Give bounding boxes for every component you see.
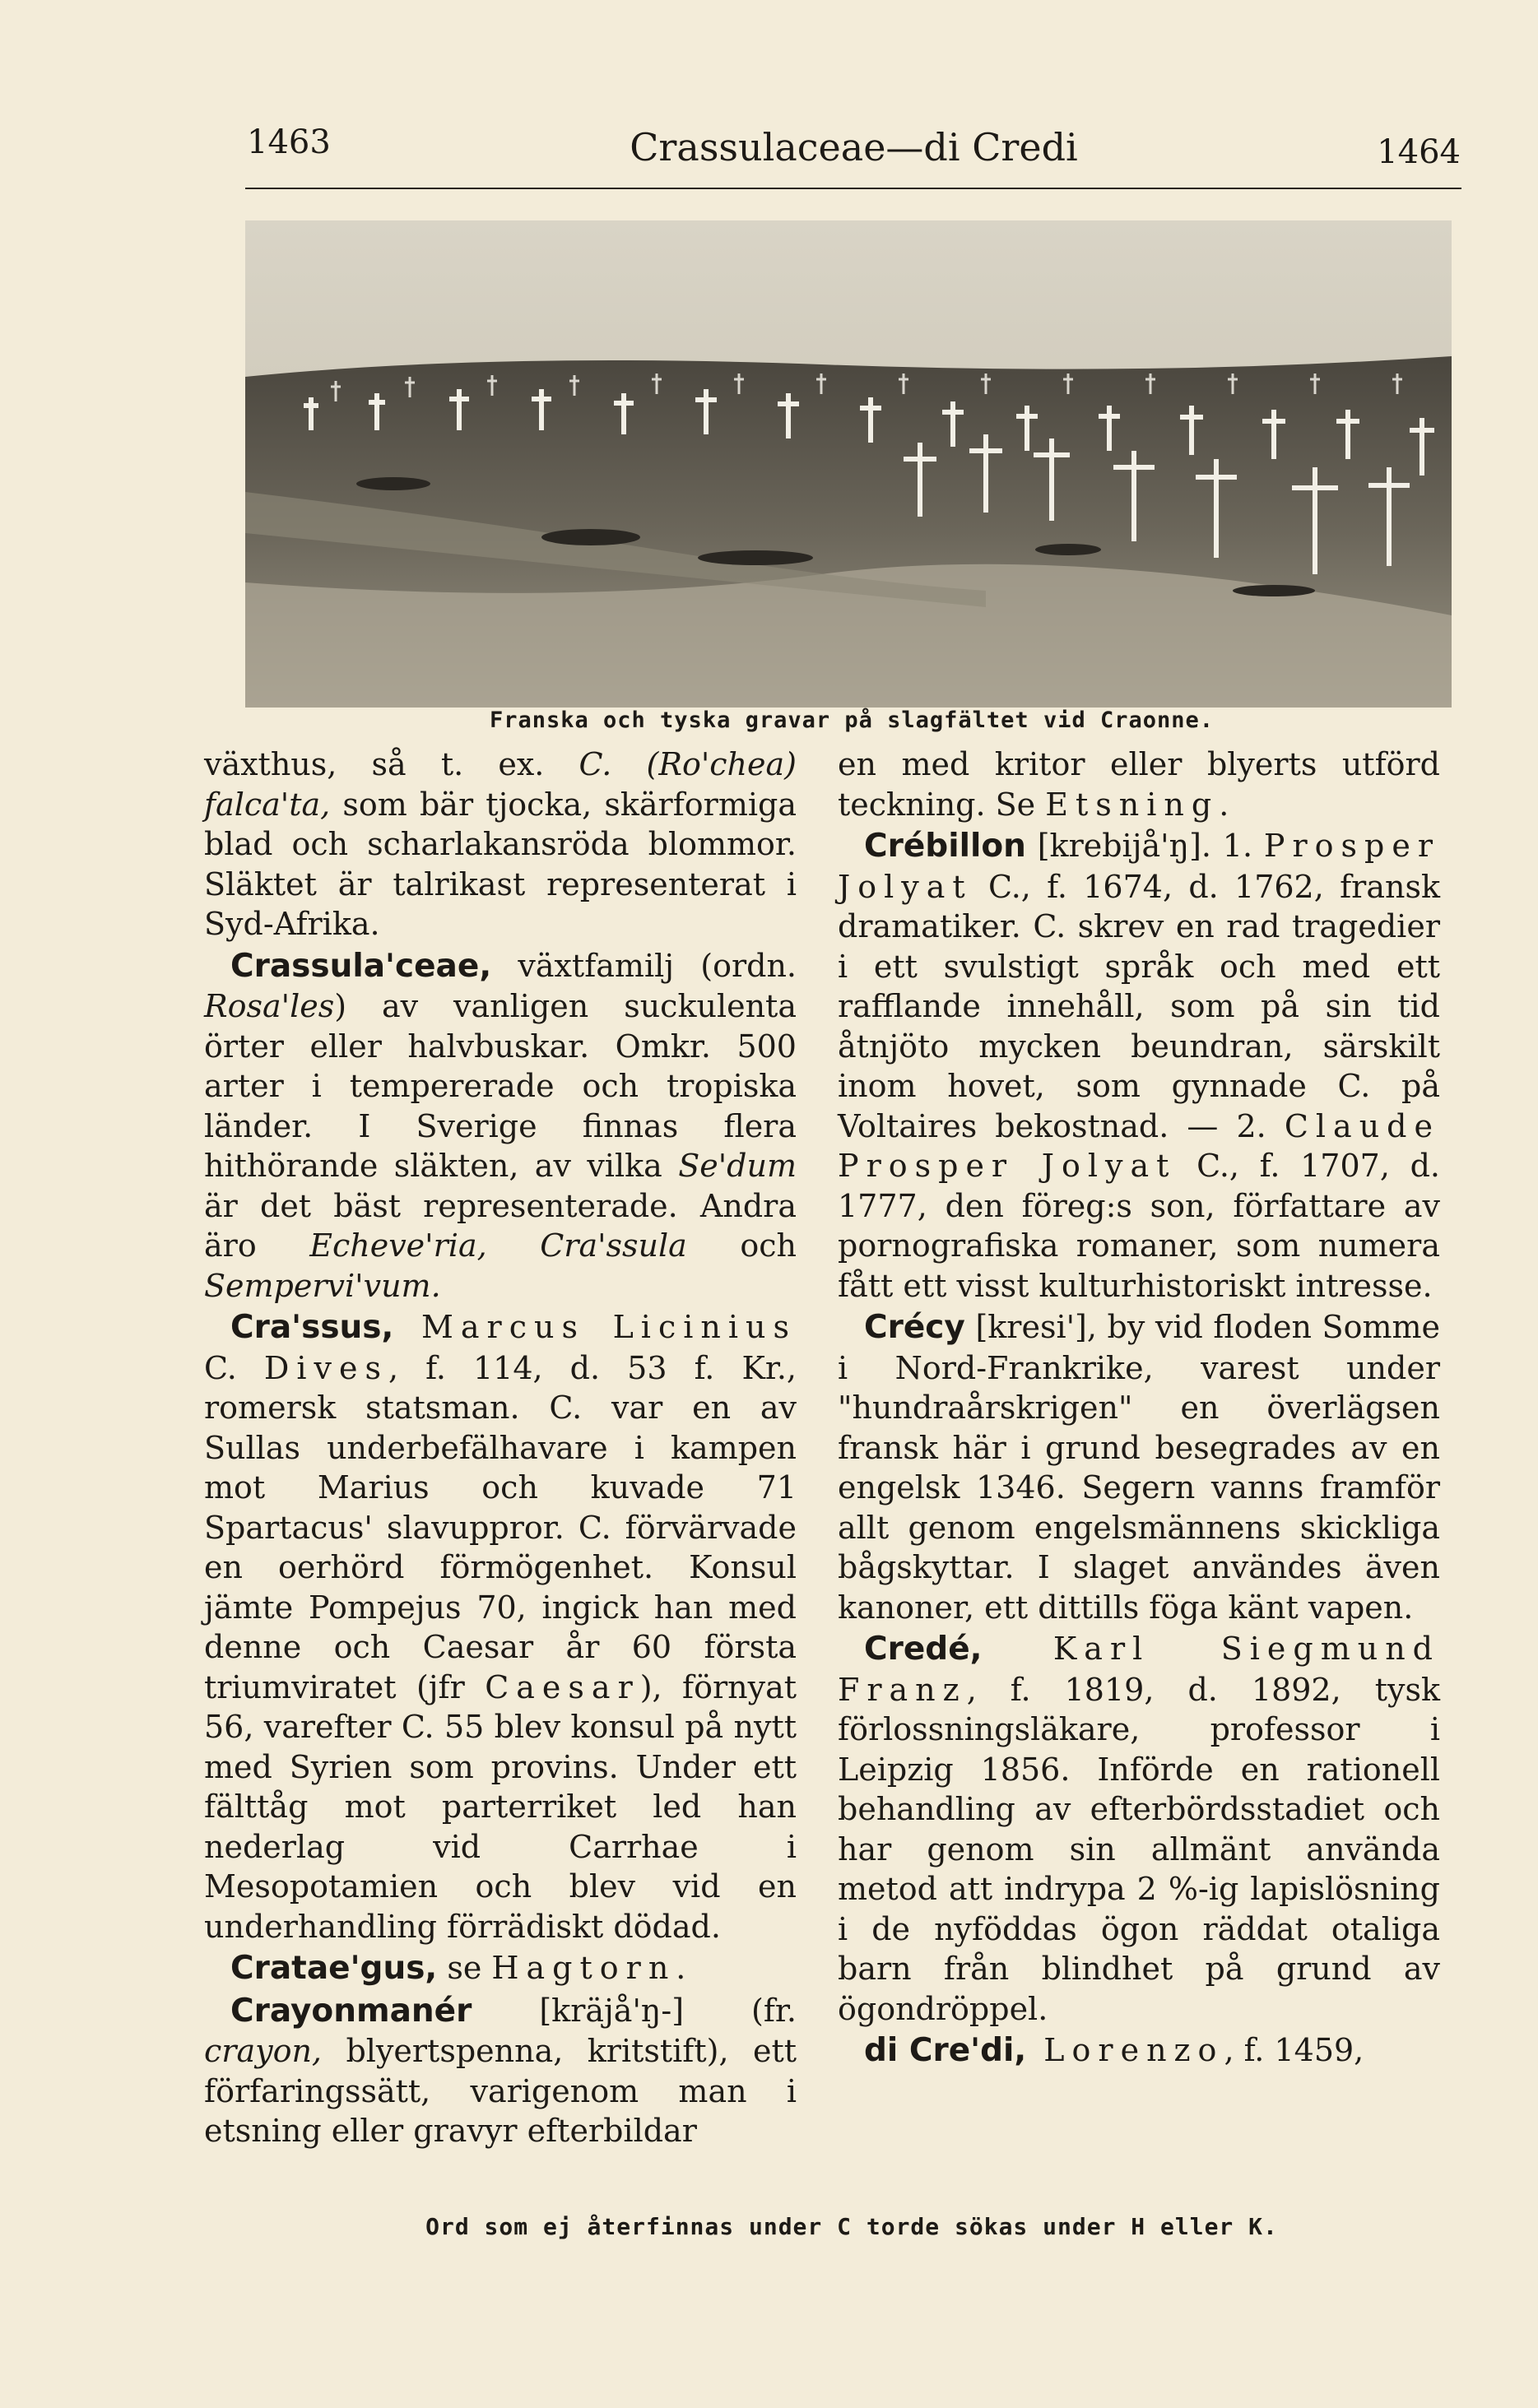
- page-number-right: 1464: [1377, 133, 1461, 171]
- running-title: Crassulaceae—di Credi: [630, 125, 1078, 169]
- text-run: Karl Siegmund Franz: [838, 1631, 1440, 1708]
- photo-caption: Franska och tyska gravar på slagfältet vid Craonne.: [489, 708, 1215, 733]
- text-run: [kresi'], by vid floden Somme i Nord-Frankrike, varest under "hundraårskrigen" en överlägsen fransk här i grund besegrades av en engelsk 1346. Segern vanns framför allt genom engelsmännens skickliga bågskyttar. I slaget användes även kanoner, ett dittills föga känt vapen.: [838, 1309, 1440, 1626]
- text-run: C. (Ro'chea) falca'ta,: [204, 746, 797, 823]
- text-run: [kräjå'ŋ-] (fr.: [472, 1992, 797, 2029]
- entry-crassulaceae: [204, 946, 797, 1306]
- cemetery-photo: [245, 220, 1452, 708]
- cross-reference: Etsning: [1045, 786, 1220, 823]
- text-run: Lorenzo: [1026, 2032, 1224, 2068]
- page-header: [247, 123, 1461, 189]
- text-run: , f. 1819, d. 1892, tysk förlossningsläkare, professor i Leipzig 1856. Införde en rationell behandling av efterbördsstadiet och har genom sin allmänt använda metod att indrypa 2 %-ig lapislösning i de nyföddas ögon räddat otaliga barn från blindhet på grund av ögondröppel.: [838, 1671, 1440, 2027]
- text-run: är det bäst representerade. Andra äro: [204, 1187, 797, 1264]
- text-run: C.: [204, 1349, 264, 1386]
- text-run: .: [1219, 786, 1229, 823]
- headword: Crécy: [864, 1309, 965, 1346]
- headword: Crébillon: [864, 828, 1026, 865]
- headword: Crassula'ceae,: [230, 947, 492, 985]
- text-run: se: [437, 1950, 492, 1986]
- page-footer-note: Ord som ej återfinnas under C torde sökas under H eller K.: [425, 2213, 1278, 2240]
- text-run: Echeve'ria, Cra'ssula: [309, 1227, 687, 1264]
- text-run: , f. 1459,: [1224, 2032, 1364, 2068]
- headword: Crayonmanér: [230, 1992, 472, 2030]
- text-run: crayon,: [204, 2033, 323, 2069]
- text-run: Caesar: [485, 1668, 640, 1705]
- text-run: Prosper Jolyat: [838, 828, 1440, 905]
- text-run: Se'dum: [678, 1148, 797, 1184]
- entry-crassus: [204, 1307, 797, 1946]
- headword: Cra'ssus,: [230, 1309, 394, 1346]
- text-run: ) av vanligen suckulenta örter eller halvbuskar. Omkr. 500 arter i tempererade och tropiska länder. I Sverige finnas flera hithörande släkten, av vilka: [204, 988, 797, 1184]
- cross-reference: Hagtorn: [491, 1950, 676, 1986]
- text-run: Dives: [263, 1349, 388, 1386]
- text-run: ), förnyat 56, varefter C. 55 blev konsul på nytt med Syrien som provins. Under ett fälttåg mot parterriket led han nederlag vid Carrhae i Mesopotamien och blev vid en underhandling förrädiskt dödad.: [204, 1668, 797, 1945]
- headword: Credé,: [864, 1631, 983, 1668]
- text-run: C., f. 1707, d. 1777, den föreg:s son, författare av pornografiska romaner, som numera fått ett visst kulturhistoriskt intresse.: [838, 1148, 1440, 1304]
- entry-crayonmaner: [204, 1991, 797, 2151]
- header-rule: [245, 188, 1461, 189]
- page-number-left: 1463: [247, 123, 331, 161]
- text-run: en med kritor eller blyerts utförd teckning. Se: [838, 746, 1440, 823]
- entry-crecy: [838, 1307, 1440, 1627]
- text-run: Claude Prosper Jolyat: [838, 1107, 1440, 1184]
- entry-di-credi: [838, 2030, 1440, 2072]
- text-run: blyertspenna, kritstift), ett förfaringssätt, varigenom man i etsning eller gravyr efterbildar: [204, 2033, 797, 2149]
- text-run: som bär tjocka, skärformiga blad och scharlakansröda blommor. Släktet är talrikast representerat i Syd-Afrika.: [204, 786, 797, 942]
- left-column: [204, 745, 797, 2153]
- text-run: Rosa'les: [204, 988, 335, 1024]
- entry-crebillon: [838, 826, 1440, 1306]
- text-run: växtfamilj (ordn.: [491, 947, 797, 984]
- text-run: [krebijå'ŋ]. 1.: [1025, 828, 1264, 864]
- text-run: .: [676, 1950, 686, 1986]
- text-run: Marcus Licinius: [393, 1309, 797, 1345]
- text-run: C., f. 1674, d. 1762, fransk dramatiker. C. skrev en rad tragedier i ett svulstigt språk och med ett rafflande innehåll, som på sin tid åtnjöto mycken beundran, särskilt inom hovet, som gynnade C. på Voltaires bekostnad. — 2.: [838, 868, 1440, 1144]
- entry-continuation: [204, 745, 797, 944]
- text-run: , f. 114, d. 53 f. Kr., romersk statsman. C. var en av Sullas underbefälhavare i kampen mot Marius och kuvade 71 Spartacus' slavuppror. C. förvärvade en oerhörd förmögenhet. Konsul jämte Pompejus 70, ingick han med denne och Caesar år 60 första triumviratet (jfr: [204, 1349, 797, 1705]
- text-run: växthus, så t. ex.: [204, 746, 579, 782]
- entry-crataegus: [204, 1948, 797, 1989]
- text-run: och: [686, 1227, 797, 1264]
- headword: Cratae'gus,: [230, 1950, 438, 1987]
- right-column: [838, 745, 1440, 2073]
- entry-crede: [838, 1629, 1440, 2029]
- text-run: Sempervi'vum.: [204, 1267, 441, 1304]
- entry-continuation: [838, 745, 1440, 824]
- headword: di Cre'di,: [864, 2032, 1027, 2069]
